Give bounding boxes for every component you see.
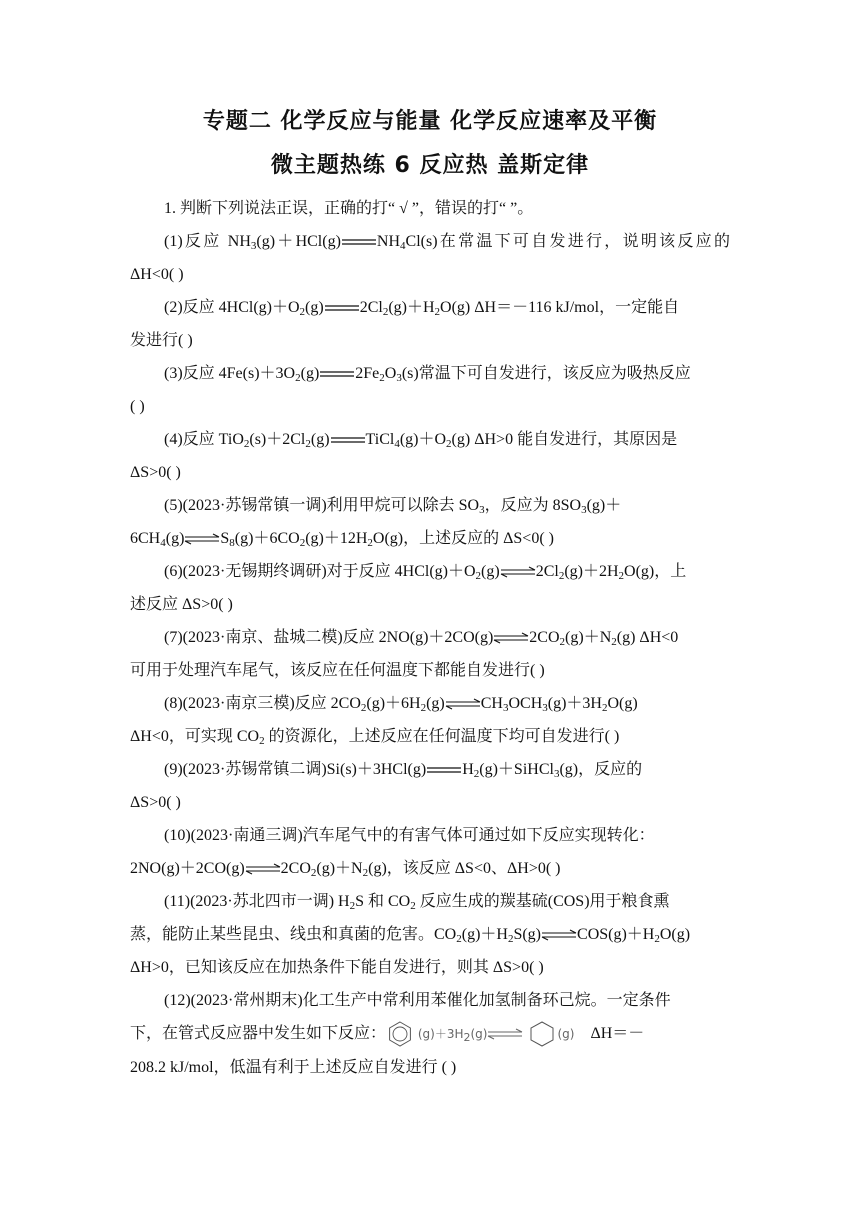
equals-arrow-icon: [330, 435, 366, 445]
item-7: (7)(2023·南京、盐城二模)反应 2NO(g)＋2CO(g) $2CO_2(g)+N_2(g)$ ΔH<0 可用于处理汽车尾气，该反应在任何温度下都能自发进行( ): [130, 629, 679, 679]
item-4: (4)反应 $TiO_2(s)+2Cl_2(g)$ $TiCl_4(g)+O_2(g)$ ΔH>0 能自发进行，其原因是 ΔS>0( ): [130, 431, 678, 481]
reversible-arrow-icon: [184, 533, 220, 545]
equals-arrow-icon: [341, 237, 377, 247]
item-8: (8)(2023·南京三模)反应 $2CO_2(g)+6H_2(g)$ $CH_3OCH_3(g)+3H_2O(g)$ ΔH<0，可实现 $CO_2$ 的资源化，上述反应在任何温度下均可自发进行( ): [130, 695, 638, 747]
reversible-arrow-icon: [445, 698, 481, 710]
reversible-arrow-icon: [493, 632, 529, 644]
item-3: (3)反应 $4Fe(s)+3O_2(g)$ $2Fe_2O_3(s)$常温下可自发进行，该反应为吸热反应 ( ): [130, 365, 691, 415]
reversible-arrow-icon: [541, 929, 577, 941]
item-2: (2)反应 $4HCl(g)+O_2(g)$ $2Cl_2(g)+H_2O(g)$ ΔH＝－116 kJ/mol，一定能自 发进行( ): [130, 299, 680, 349]
topic-title: 专题二 化学反应与能量 化学反应速率及平衡: [202, 109, 658, 134]
item-5: (5)(2023·苏锡常镇一调)利用甲烷可以除去 $SO_3$，反应为 $8SO_3(g)+$ $6CH_4(g)$ $S_8(g)+6CO_2(g)+12H_2O(g)$，上述反应的 ΔS<0( ): [130, 497, 622, 549]
equals-arrow-icon: [324, 303, 360, 313]
item-1: (1)反应 $NH_3(g)+HCl(g)$ $NH_4Cl(s)$在常温下可自发进行，说明该反应的 ΔH<0( ): [130, 233, 730, 283]
item-6: (6)(2023·无锡期终调研)对于反应 $4HCl(g)+O_2(g)$ $2Cl_2(g)+2H_2O(g)$，上 述反应 ΔS>0( ): [130, 563, 687, 613]
benzene-ring-icon: [386, 1020, 414, 1048]
item-12: (12)(2023·常州期末)化工生产中常利用苯催化加氢制备环己烷。一定条件 下，在管式反应器中发生如下反应： $(g)+3H_2(g)$ (g) ΔH＝－ 208.2 kJ/mol，低温有利于上述反应自发进行 ( ): [130, 992, 671, 1076]
reversible-arrow-icon: [245, 863, 281, 875]
item-9: (9)(2023·苏锡常镇二调)Si(s)＋3HCl(g) $H_2(g)+SiHCl_3(g)$，反应的 ΔS>0( ): [130, 761, 643, 811]
question-intro: 1. 判断下列说法正误，正确的打“ √ ”，错误的打“ ”。: [164, 200, 534, 217]
reversible-arrow-icon: [487, 1028, 523, 1040]
section-title: 微主题热练 6 反应热 盖斯定律: [270, 153, 590, 178]
item-11: (11)(2023·苏北四市一调) $H_2S$ 和 $CO_2$ 反应生成的羰基硫(COS)用于粮食熏 蒸，能防止某些昆虫、线虫和真菌的危害。$CO_2(g)+H_2S(g)$ $COS(g)+H_2O(g)$ ΔH>0，已知该反应在加热条件下能自发进行，则其 ΔS>0( ): [130, 893, 691, 976]
item-10: (10)(2023·南通三调)汽车尾气中的有害气体可通过如下反应实现转化： 2NO(g)＋2CO(g) $2CO_2(g)+N_2(g)$，该反应 ΔS<0、ΔH>0( ): [130, 827, 655, 879]
equals-arrow-icon: [426, 765, 462, 775]
reversible-arrow-icon: [500, 566, 536, 578]
cyclohexane-ring-icon: [527, 1020, 557, 1048]
equals-arrow-icon: [319, 369, 355, 379]
